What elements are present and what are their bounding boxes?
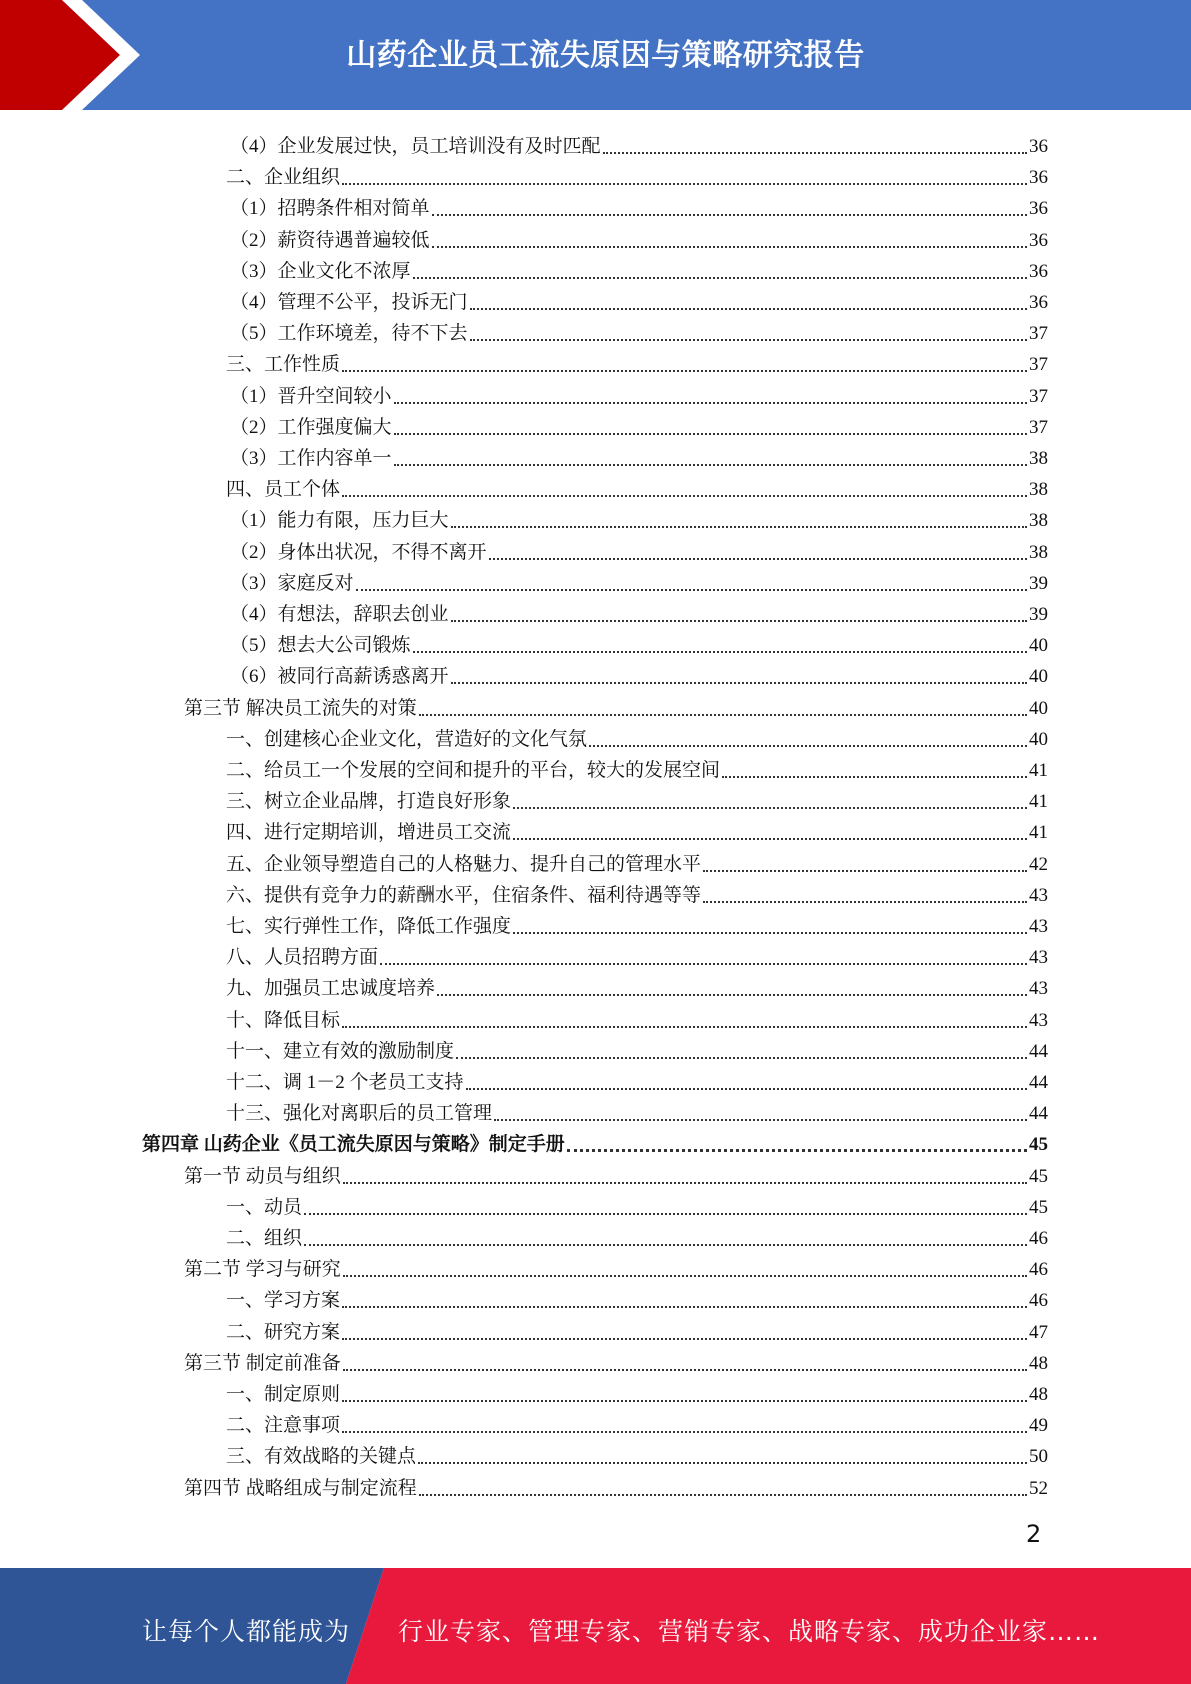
toc-dot-leader xyxy=(342,495,1027,497)
toc-entry-page: 36 xyxy=(1029,229,1048,251)
toc-entry[interactable] xyxy=(226,1033,1048,1064)
toc-dot-leader xyxy=(343,1369,1027,1371)
toc-entry-page: 44 xyxy=(1029,1103,1048,1125)
toc-entry[interactable] xyxy=(142,1126,1048,1157)
toc-entry-page: 38 xyxy=(1029,479,1048,501)
toc-entry[interactable] xyxy=(226,814,1048,845)
toc-entry[interactable] xyxy=(226,1095,1048,1126)
toc-entry-page: 48 xyxy=(1029,1352,1048,1374)
toc-dot-leader xyxy=(567,1149,1027,1152)
toc-entry-page: 40 xyxy=(1029,728,1048,750)
toc-entry-title: 二、企业组织 xyxy=(226,167,341,189)
toc-entry[interactable] xyxy=(230,596,1048,627)
toc-dot-leader xyxy=(304,1213,1027,1215)
toc-entry-title: （3）企业文化不浓厚 xyxy=(230,260,411,282)
footer-slogan-left: 让每个人都能成为 xyxy=(142,1617,351,1646)
toc-entry-title: 第四节 战略组成与制定流程 xyxy=(184,1477,417,1499)
toc-entry-title: 第一节 动员与组织 xyxy=(184,1165,341,1187)
toc-entry-page: 36 xyxy=(1029,167,1048,189)
toc-entry-page: 50 xyxy=(1029,1446,1048,1468)
toc-entry-page: 46 xyxy=(1029,1228,1048,1249)
toc-entry[interactable] xyxy=(226,846,1048,877)
toc-entry-page: 41 xyxy=(1029,822,1048,844)
toc-entry-title: 四、进行定期培训，增进员工交流 xyxy=(226,822,512,844)
toc-dot-leader xyxy=(418,1462,1027,1464)
toc-entry[interactable] xyxy=(226,752,1048,783)
toc-entry-title: 五、企业领导塑造自己的人格魅力、提升自己的管理水平 xyxy=(226,853,702,875)
toc-entry-page: 46 xyxy=(1029,1259,1048,1281)
toc-entry[interactable] xyxy=(226,721,1048,752)
toc-entry-page: 40 xyxy=(1029,666,1048,688)
toc-dot-leader xyxy=(394,433,1027,435)
toc-dot-leader xyxy=(342,1026,1027,1028)
toc-entry-title: （4）有想法，辞职去创业 xyxy=(230,604,449,625)
toc-dot-leader xyxy=(394,402,1027,404)
toc-entry[interactable] xyxy=(226,1407,1048,1438)
toc-entry-page: 38 xyxy=(1029,448,1048,469)
toc-entry[interactable] xyxy=(230,222,1048,253)
toc-dot-leader xyxy=(603,152,1027,154)
toc-entry[interactable] xyxy=(230,190,1048,221)
toc-entry-page: 43 xyxy=(1029,978,1048,1000)
toc-entry[interactable] xyxy=(184,1470,1048,1501)
toc-entry-title: （3）工作内容单一 xyxy=(230,448,392,469)
toc-entry-page: 49 xyxy=(1029,1415,1048,1437)
toc-dot-leader xyxy=(356,589,1027,591)
toc-entry-title: 第三节 制定前准备 xyxy=(184,1352,341,1374)
toc-entry-title: （5）工作环境差，待不下去 xyxy=(230,323,468,345)
toc-entry-title: 二、注意事项 xyxy=(226,1415,341,1437)
toc-entry[interactable] xyxy=(226,877,1048,908)
toc-entry[interactable] xyxy=(226,471,1048,502)
toc-dot-leader xyxy=(489,558,1027,560)
toc-entry[interactable] xyxy=(226,1064,1048,1095)
toc-entry[interactable] xyxy=(226,1189,1048,1220)
toc-entry-title: 第四章 山药企业《员工流失原因与策略》制定手册 xyxy=(142,1134,565,1156)
toc-entry[interactable] xyxy=(226,346,1048,377)
toc-entry-title: 二、研究方案 xyxy=(226,1321,341,1343)
toc-dot-leader xyxy=(342,1306,1027,1308)
toc-entry[interactable] xyxy=(230,409,1048,440)
toc-dot-leader xyxy=(413,277,1027,279)
page-number: 2 xyxy=(1026,1520,1042,1548)
toc-entry-page: 44 xyxy=(1029,1072,1048,1093)
toc-entry-page: 41 xyxy=(1029,791,1048,813)
toc-entry-page: 43 xyxy=(1029,947,1048,969)
footer-slogan-right: 行业专家、管理专家、营销专家、战略专家、成功企业家…… xyxy=(398,1617,1101,1646)
toc-dot-leader xyxy=(494,1119,1027,1121)
toc-entry[interactable] xyxy=(226,1438,1048,1469)
toc-entry[interactable] xyxy=(230,284,1048,315)
toc-entry-page: 38 xyxy=(1029,541,1048,563)
toc-dot-leader xyxy=(451,526,1027,528)
toc-entry-title: 一、制定原则 xyxy=(226,1384,341,1405)
toc-dot-leader xyxy=(451,682,1027,684)
toc-entry-title: 二、给员工一个发展的空间和提升的平台，较大的发展空间 xyxy=(226,760,721,781)
toc-dot-leader xyxy=(513,932,1027,934)
toc-entry-page: 48 xyxy=(1029,1384,1048,1405)
toc-entry-title: 十一、建立有效的激励制度 xyxy=(226,1040,455,1062)
toc-dot-leader xyxy=(304,1244,1027,1246)
toc-entry[interactable] xyxy=(184,690,1048,721)
toc-entry-title: （5）想去大公司锻炼 xyxy=(230,635,411,657)
toc-dot-leader xyxy=(513,807,1027,809)
toc-entry-page: 43 xyxy=(1029,1009,1048,1031)
toc-dot-leader xyxy=(451,620,1027,622)
toc-entry[interactable] xyxy=(184,1158,1048,1189)
toc-entry[interactable] xyxy=(226,1002,1048,1033)
toc-dot-leader xyxy=(703,870,1027,872)
toc-entry[interactable] xyxy=(226,939,1048,970)
toc-entry[interactable] xyxy=(226,1376,1048,1407)
toc-dot-leader xyxy=(342,1400,1027,1402)
toc-entry-page: 40 xyxy=(1029,635,1048,657)
toc-dot-leader xyxy=(380,963,1027,965)
toc-dot-leader xyxy=(470,308,1027,310)
toc-entry[interactable] xyxy=(226,783,1048,814)
toc-entry[interactable] xyxy=(230,128,1048,159)
toc-entry-page: 39 xyxy=(1029,604,1048,625)
toc-entry-page: 52 xyxy=(1029,1477,1048,1499)
toc-entry[interactable] xyxy=(230,315,1048,346)
toc-entry-title: 六、提供有竞争力的薪酬水平，住宿条件、福利待遇等等 xyxy=(226,884,702,906)
toc-entry-title: （6）被同行高薪诱惑离开 xyxy=(230,666,449,688)
toc-dot-leader xyxy=(394,464,1027,466)
toc-entry-title: （3）家庭反对 xyxy=(230,572,354,594)
toc-entry-page: 46 xyxy=(1029,1290,1048,1312)
toc-dot-leader xyxy=(342,1338,1027,1340)
toc-entry[interactable] xyxy=(226,970,1048,1001)
toc-dot-leader xyxy=(342,1431,1027,1433)
toc-entry-title: （2）身体出状况，不得不离开 xyxy=(230,541,487,563)
toc-entry[interactable] xyxy=(230,378,1048,409)
toc-entry-title: 二、组织 xyxy=(226,1228,303,1249)
toc-entry-page: 36 xyxy=(1029,136,1048,157)
toc-dot-leader xyxy=(419,714,1027,716)
toc-entry-title: 十二、调 1－2 个老员工支持 xyxy=(226,1072,464,1093)
toc-entry[interactable] xyxy=(230,534,1048,565)
toc-entry-page: 43 xyxy=(1029,884,1048,906)
toc-entry-page: 44 xyxy=(1029,1040,1048,1062)
toc-entry-page: 38 xyxy=(1029,510,1048,532)
toc-entry[interactable] xyxy=(226,159,1048,190)
toc-dot-leader xyxy=(342,183,1027,185)
toc-entry-page: 36 xyxy=(1029,198,1048,220)
footer-banner xyxy=(0,1568,1191,1684)
toc-dot-leader xyxy=(456,1057,1027,1059)
toc-entry[interactable] xyxy=(230,440,1048,471)
toc-entry[interactable] xyxy=(230,502,1048,533)
toc-entry-title: 三、工作性质 xyxy=(226,354,341,376)
toc-entry-page: 47 xyxy=(1029,1321,1048,1343)
toc-entry-title: （1）能力有限，压力巨大 xyxy=(230,510,449,532)
toc-dot-leader xyxy=(722,776,1027,778)
toc-entry[interactable] xyxy=(230,253,1048,284)
toc-entry-page: 45 xyxy=(1029,1196,1048,1218)
toc-entry-title: 四、员工个体 xyxy=(226,479,341,501)
toc-entry[interactable] xyxy=(184,1345,1048,1376)
toc-dot-leader xyxy=(343,1275,1027,1277)
toc-entry[interactable] xyxy=(230,658,1048,689)
toc-entry-title: 第三节 解决员工流失的对策 xyxy=(184,697,417,719)
toc-entry-title: 九、加强员工忠诚度培养 xyxy=(226,978,436,1000)
toc-dot-leader xyxy=(703,901,1027,903)
toc-dot-leader xyxy=(437,994,1027,996)
toc-entry[interactable] xyxy=(230,627,1048,658)
toc-entry-page: 37 xyxy=(1029,354,1048,376)
toc-entry[interactable] xyxy=(226,1282,1048,1313)
toc-dot-leader xyxy=(432,214,1027,216)
toc-dot-leader xyxy=(470,339,1027,341)
toc-entry-page: 36 xyxy=(1029,260,1048,282)
toc-entry-title: 八、人员招聘方面 xyxy=(226,947,379,969)
toc-entry-title: （1）晋升空间较小 xyxy=(230,385,392,407)
toc-dot-leader xyxy=(419,1494,1027,1496)
toc-entry-title: （4）企业发展过快，员工培训没有及时匹配 xyxy=(230,136,601,157)
toc-entry-page: 45 xyxy=(1029,1165,1048,1187)
toc-entry-title: 十三、强化对离职后的员工管理 xyxy=(226,1103,493,1125)
toc-dot-leader xyxy=(342,370,1027,372)
toc-entry-title: 第二节 学习与研究 xyxy=(184,1259,341,1281)
toc-entry[interactable] xyxy=(230,565,1048,596)
toc-dot-leader xyxy=(513,838,1027,840)
toc-dot-leader xyxy=(589,745,1027,747)
toc-entry-page: 36 xyxy=(1029,292,1048,313)
toc-entry-page: 43 xyxy=(1029,916,1048,937)
toc-entry[interactable] xyxy=(226,908,1048,939)
toc-entry-page: 41 xyxy=(1029,760,1048,781)
toc-entry-page: 42 xyxy=(1029,853,1048,875)
toc-entry[interactable] xyxy=(226,1220,1048,1251)
toc-entry[interactable] xyxy=(184,1251,1048,1282)
toc-entry-page: 45 xyxy=(1029,1134,1048,1156)
toc-entry-title: （4）管理不公平，投诉无门 xyxy=(230,292,468,313)
toc-entry-title: 一、创建核心企业文化，营造好的文化气氛 xyxy=(226,728,588,750)
toc-entry-page: 37 xyxy=(1029,323,1048,345)
toc-entry-title: 七、实行弹性工作，降低工作强度 xyxy=(226,916,512,937)
toc-dot-leader xyxy=(466,1088,1027,1090)
toc-dot-leader xyxy=(413,651,1027,653)
toc-entry-page: 37 xyxy=(1029,385,1048,407)
toc-entry-title: （2）工作强度偏大 xyxy=(230,416,392,438)
toc-dot-leader xyxy=(432,246,1027,248)
toc-entry-title: 三、有效战略的关键点 xyxy=(226,1446,417,1468)
toc-entry-page: 39 xyxy=(1029,572,1048,594)
toc-entry-title: 十、降低目标 xyxy=(226,1009,341,1031)
toc-dot-leader xyxy=(343,1182,1027,1184)
toc-entry-title: （2）薪资待遇普遍较低 xyxy=(230,229,430,251)
toc-entry[interactable] xyxy=(226,1314,1048,1345)
toc-entry-title: 一、学习方案 xyxy=(226,1290,341,1312)
toc-entry-title: （1）招聘条件相对简单 xyxy=(230,198,430,220)
toc-entry-page: 40 xyxy=(1029,697,1048,719)
header-banner xyxy=(0,0,1191,110)
toc-entry-page: 37 xyxy=(1029,416,1048,438)
toc-entry-title: 三、树立企业品牌，打造良好形象 xyxy=(226,791,512,813)
document-title: 山药企业员工流失原因与策略研究报告 xyxy=(346,38,865,73)
toc-entry-title: 一、动员 xyxy=(226,1196,303,1218)
